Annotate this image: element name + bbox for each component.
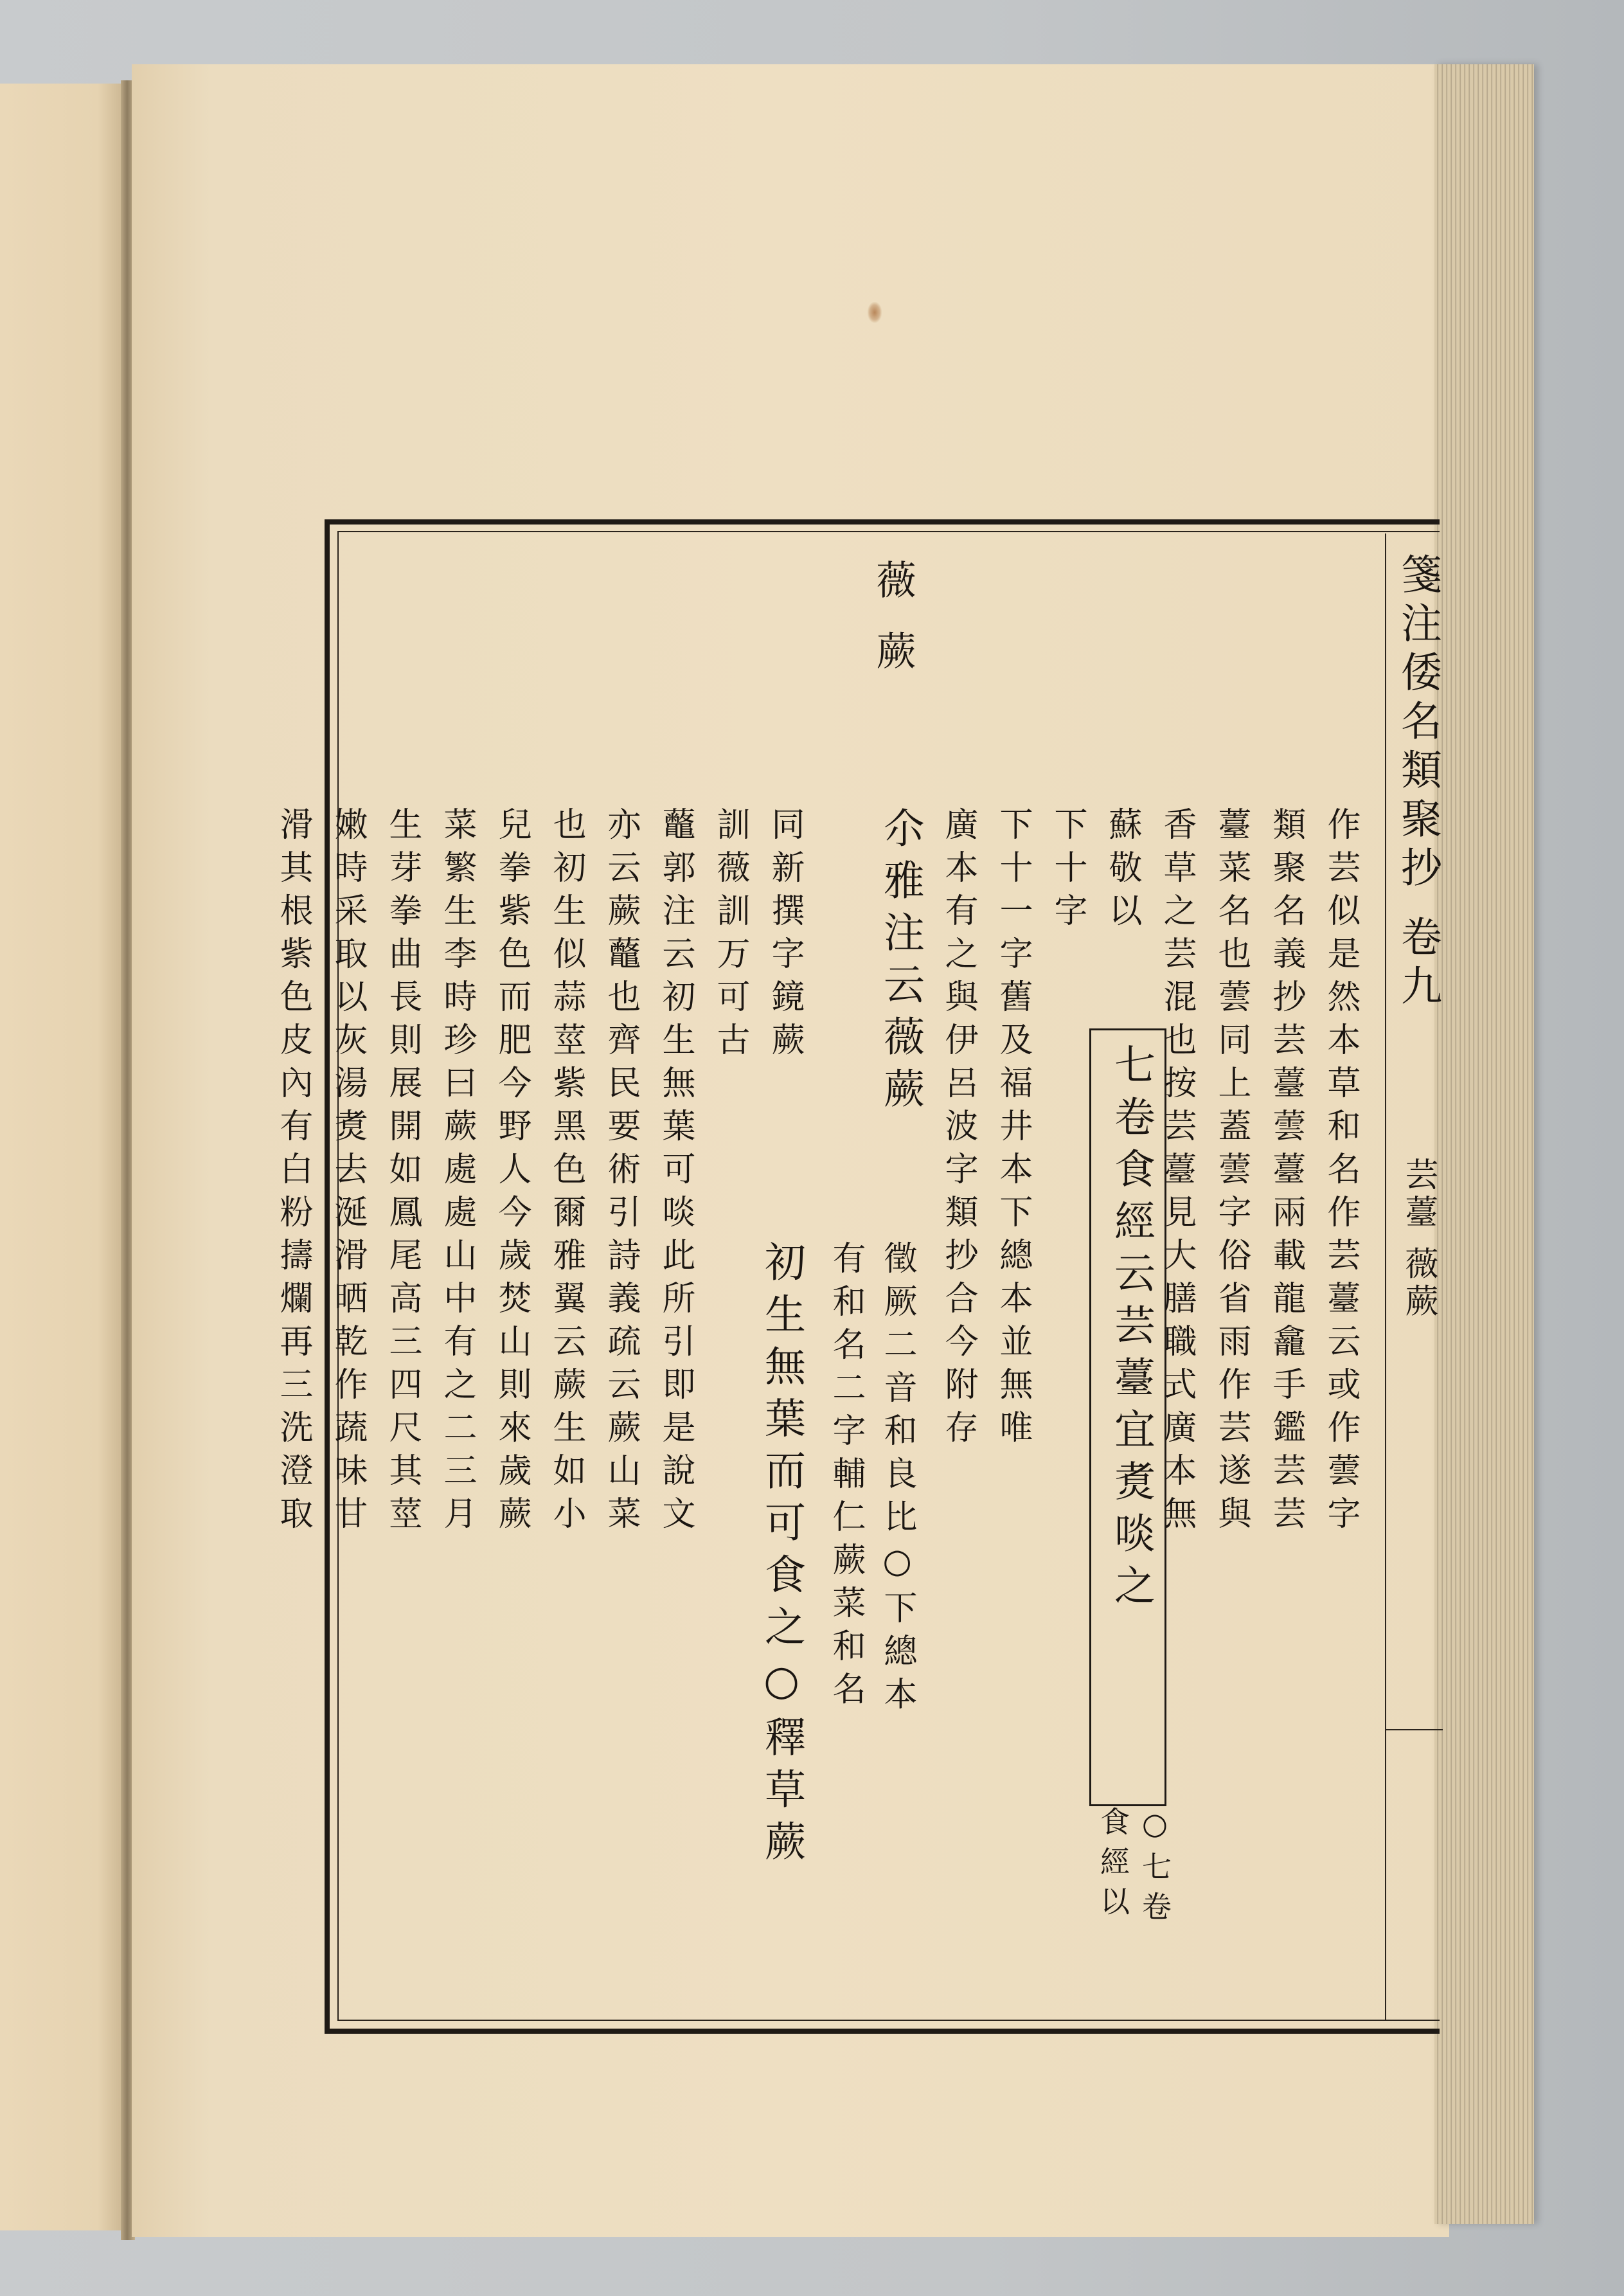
- text-fragment: 徵厥二音和良比○下總本: [878, 1241, 916, 1719]
- boxed-annotation-text: 七卷食經云芸薹宜煑啖之: [1107, 1043, 1155, 1616]
- text-column: 兒拳紫色而肥今野人今歲焚山則來歲蕨: [492, 807, 531, 1539]
- text-column: 菜繁生李時珍曰蕨處處山中有之二三月: [438, 807, 476, 1539]
- small-annotation: ○七卷: [1138, 1806, 1172, 1931]
- text-column: 廣本有之與伊呂波字類抄合今附存: [939, 807, 977, 1453]
- text-column: 蘇敬以: [1103, 807, 1141, 936]
- text-column: 虌郭注云初生無葉可啖此所引即是說文: [656, 807, 695, 1539]
- margin-tick-line: [1386, 1729, 1443, 1730]
- small-annotation: 食經以: [1096, 1806, 1130, 1926]
- text-column: 也初生似蒜莖紫黑色爾雅翼云蕨生如小: [547, 807, 585, 1539]
- text-block: [274, 534, 1382, 2012]
- text-column: 生芽拳曲長則展開如鳳尾高三四尺其莖: [383, 807, 422, 1539]
- entry-heading-2: 蕨: [870, 630, 916, 683]
- boxed-annotation: [1089, 1028, 1166, 1806]
- text-column: 下十一字舊及福井本下總本並無唯: [994, 807, 1032, 1453]
- text-column: 下十字: [1048, 807, 1087, 936]
- text-column-large: 初生無葉而可食之○釋草蕨: [758, 1241, 805, 1872]
- margin-divider-line: [1385, 534, 1386, 2020]
- text-column: 類聚名義抄芸薹蕓薹兩載龍龕手鑑芸芸: [1267, 807, 1305, 1539]
- text-column: 嫩時采取以灰湯煑去涎滑晒乾作蔬味甘: [328, 807, 367, 1539]
- text-column: 薹菜名也蕓同上蓋蕓字俗省雨作芸遂與: [1212, 807, 1251, 1539]
- text-column: 亦云蕨虌也齊民要術引詩義疏云蕨山菜: [602, 807, 640, 1539]
- text-column: 香草之芸混也按芸薹見大膳職式廣本無: [1157, 807, 1196, 1539]
- paper-stain: [868, 302, 882, 323]
- text-column-large: 尒雅注云薇蕨: [877, 807, 924, 1119]
- page-edge-stack: [1434, 64, 1534, 2224]
- text-column: 作芸似是然本草和名作芸薹云或作蕓字: [1321, 807, 1360, 1539]
- left-page-edge: [0, 84, 122, 2230]
- entry-heading-1: 薇: [870, 559, 916, 612]
- text-fragment: 有和名二字輔仁蕨菜和名: [826, 1241, 865, 1714]
- running-subtitle: 芸薹 薇蕨: [1399, 1157, 1438, 1321]
- running-title: 箋注倭名類聚抄 卷九: [1394, 553, 1441, 1014]
- text-column: 滑其根紫色皮內有白粉擣爛再三洗澄取: [274, 807, 312, 1539]
- text-column: 同新撰字鏡蕨: [765, 807, 804, 1065]
- text-column: 訓薇訓万可古: [711, 807, 749, 1065]
